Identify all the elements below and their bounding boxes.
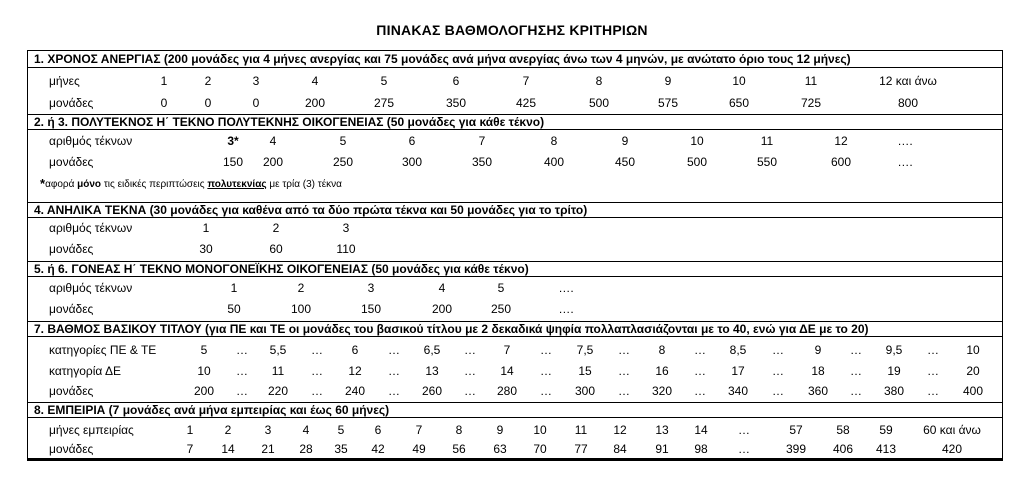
table-cell: 11 [804, 74, 818, 88]
table-cell: 3 [264, 423, 272, 437]
table-cell: … [850, 343, 862, 357]
table-cell: 150 [360, 302, 382, 316]
table-cell: 16 [655, 364, 669, 378]
table-cell: … [618, 364, 630, 378]
table-cell: 500 [686, 155, 708, 169]
table-cell: … [236, 343, 248, 357]
table-cell: 42 [371, 442, 385, 456]
table-cell: 150 [222, 155, 244, 169]
table-cell: …. [558, 281, 574, 295]
table-cell: … [311, 364, 323, 378]
table-cell: 3 [252, 74, 260, 88]
page-title: ΠΙΝΑΚΑΣ ΒΑΘΜΟΛΟΓΗΣΗΣ ΚΡΙΤΗΡΙΩΝ [376, 22, 648, 38]
table-cell: … [388, 343, 400, 357]
row-label: κατηγορίες ΠΕ & ΤΕ [49, 343, 157, 357]
table-cell: 9 [664, 74, 672, 88]
table-cell: 450 [614, 155, 636, 169]
table-cell: 260 [421, 384, 443, 398]
table-cell: 200 [193, 384, 215, 398]
table-cell: … [311, 384, 323, 398]
table-cell: 14 [500, 364, 514, 378]
table-cell: 406 [832, 442, 854, 456]
row-label: μονάδες [49, 155, 94, 169]
table-cell: 5,5 [269, 343, 287, 357]
table-cell: 200 [304, 96, 326, 110]
table-cell: … [850, 384, 862, 398]
table-cell: 1 [202, 221, 210, 235]
table-cell: 425 [515, 96, 537, 110]
table-cell: … [464, 384, 476, 398]
table-cell: 30 [199, 242, 213, 256]
table-cell: 1 [160, 74, 168, 88]
table-cell: 1 [186, 423, 194, 437]
table-cell: 2 [272, 221, 280, 235]
table-cell: 100 [290, 302, 312, 316]
table-cell: 18 [811, 364, 825, 378]
table-cell: 7 [503, 343, 511, 357]
table-cell: 275 [373, 96, 395, 110]
table-cell: … [694, 384, 706, 398]
table-cell: 60 και άνω [923, 423, 981, 437]
table-cell: 400 [543, 155, 565, 169]
section-2-heading: 2. ή 3. ΠΟΛΥΤΕΚΝΟΣ Η΄ ΤΕΚΝΟ ΠΟΛΥΤΕΚΝΗΣ ΟΙΚΟΓΕΝΕΙΑΣ (50 μονάδες για κάθε τέκνο) [28, 114, 1002, 130]
table-cell: 320 [651, 384, 673, 398]
table-cell: 200 [262, 155, 284, 169]
section-4-heading: 4. ΑΝΗΛΙΚΑ ΤΕΚΝΑ (30 μονάδες για καθένα από τα δύο πρώτα τέκνα και 50 μονάδες για το τρίτο) [28, 202, 1002, 218]
table-cell: 10 [197, 364, 211, 378]
table-cell: …. [558, 302, 574, 316]
table-cell: 57 [789, 423, 803, 437]
footnote: *αφορά μόνο τις ειδικές περιπτώσεις πολυτεκνίας με τρία (3) τέκνα [40, 176, 342, 191]
table-cell: 70 [533, 442, 547, 456]
table-cell: … [236, 364, 248, 378]
row-label: μονάδες [49, 96, 94, 110]
table-cell: 13 [655, 423, 669, 437]
table-cell: 11 [760, 134, 774, 148]
table-cell: 8,5 [729, 343, 747, 357]
table-cell: 550 [756, 155, 778, 169]
row-label: μονάδες [49, 302, 94, 316]
table-cell: 250 [332, 155, 354, 169]
table-cell: 350 [471, 155, 493, 169]
table-cell: 12 και άνω [879, 74, 937, 88]
table-cell: 19 [887, 364, 901, 378]
table-cell: 9 [814, 343, 822, 357]
table-cell: 10 [533, 423, 547, 437]
table-cell: … [540, 364, 552, 378]
table-cell: 84 [613, 442, 627, 456]
table-cell: 6 [351, 343, 359, 357]
table-cell: 380 [883, 384, 905, 398]
row-label: κατηγορία ΔΕ [49, 364, 121, 378]
table-cell: 15 [578, 364, 592, 378]
table-cell: 4 [269, 134, 277, 148]
table-cell: 240 [344, 384, 366, 398]
table-cell: 400 [962, 384, 984, 398]
table-cell: … [388, 364, 400, 378]
table-cell: 91 [655, 442, 669, 456]
table-cell: 4 [311, 74, 319, 88]
row-label: αριθμός τέκνων [49, 134, 133, 148]
table-cell: 1 [230, 281, 238, 295]
table-cell: 250 [490, 302, 512, 316]
table-cell: 9 [621, 134, 629, 148]
table-cell: 14 [694, 423, 708, 437]
table-cell: 725 [800, 96, 822, 110]
row-label: αριθμός τέκνων [49, 221, 133, 235]
section-1-heading: 1. ΧΡΟΝΟΣ ΑΝΕΡΓΙΑΣ (200 μονάδες για 4 μήνες ανεργίας και 75 μονάδες ανά μήνα ανεργίας άνω των 4 μηνών, με ανώτατο όριο τους 12 μήνες) [28, 52, 1002, 68]
table-cell: 2 [204, 74, 212, 88]
table-cell: 3* [227, 134, 239, 148]
table-cell: 0 [160, 96, 168, 110]
table-cell: 11 [271, 364, 285, 378]
table-cell: 5 [497, 281, 505, 295]
table-cell: … [236, 384, 248, 398]
table-cell: 7 [522, 74, 530, 88]
table-cell: 420 [941, 442, 963, 456]
table-cell: 5 [380, 74, 388, 88]
table-cell: 4 [438, 281, 446, 295]
table-cell: 575 [657, 96, 679, 110]
table-cell: …. [897, 134, 913, 148]
table-cell: … [618, 343, 630, 357]
table-cell: 98 [694, 442, 708, 456]
table-cell: 7 [478, 134, 486, 148]
table-cell: 8 [658, 343, 666, 357]
table-cell: 13 [425, 364, 439, 378]
table-cell: … [540, 384, 552, 398]
table-cell: 5 [337, 423, 345, 437]
table-cell: 360 [807, 384, 829, 398]
table-cell: 340 [727, 384, 749, 398]
table-cell: 7,5 [576, 343, 594, 357]
table-cell: … [694, 364, 706, 378]
table-cell: 20 [966, 364, 980, 378]
table-cell: 12 [834, 134, 848, 148]
row-label: μονάδες [49, 442, 94, 456]
table-cell: 35 [334, 442, 348, 456]
table-cell: 2 [297, 281, 305, 295]
table-cell: 413 [875, 442, 897, 456]
table-cell: … [464, 343, 476, 357]
table-cell: 399 [785, 442, 807, 456]
table-cell: … [540, 343, 552, 357]
table-cell: 6 [408, 134, 416, 148]
row-label: μήνες εμπειρίας [49, 423, 134, 437]
table-cell: … [772, 343, 784, 357]
table-cell: 300 [401, 155, 423, 169]
table-cell: 220 [267, 384, 289, 398]
table-cell: …. [897, 155, 913, 169]
table-cell: 60 [269, 242, 283, 256]
table-cell: … [388, 384, 400, 398]
table-cell: 12 [613, 423, 627, 437]
table-cell: 9,5 [885, 343, 903, 357]
table-cell: … [738, 442, 750, 456]
table-cell: 5 [339, 134, 347, 148]
table-cell: … [927, 343, 939, 357]
section-8-heading: 8. ΕΜΠΕΙΡΙΑ (7 μονάδες ανά μήνα εμπειρίας και έως 60 μήνες) [28, 402, 1002, 418]
table-cell: 110 [336, 242, 356, 256]
table-cell: 2 [224, 423, 232, 437]
table-cell: 350 [445, 96, 467, 110]
section-5-heading: 5. ή 6. ΓΟΝΕΑΣ Η΄ ΤΕΚΝΟ ΜΟΝΟΓΟΝΕΪΚΗΣ ΟΙΚΟΓΕΝΕΙΑΣ (50 μονάδες για κάθε τέκνο) [28, 261, 1002, 277]
table-cell: 59 [879, 423, 893, 437]
table-cell: 280 [496, 384, 518, 398]
table-cell: … [772, 384, 784, 398]
table-cell: … [850, 364, 862, 378]
table-cell: 28 [299, 442, 313, 456]
table-cell: 8 [550, 134, 558, 148]
table-cell: 600 [830, 155, 852, 169]
table-cell: … [694, 343, 706, 357]
table-cell: 6,5 [423, 343, 441, 357]
row-label: μονάδες [49, 384, 94, 398]
table-cell: 300 [574, 384, 596, 398]
table-cell: 9 [496, 423, 504, 437]
table-cell: 6 [374, 423, 382, 437]
table-cell: 63 [493, 442, 507, 456]
row-label: μονάδες [49, 242, 94, 256]
table-cell: 200 [431, 302, 453, 316]
bottom-rule [27, 458, 1003, 461]
table-cell: 0 [204, 96, 212, 110]
table-cell: 3 [367, 281, 375, 295]
table-cell: 8 [595, 74, 603, 88]
table-cell: 21 [261, 442, 275, 456]
table-cell: … [738, 423, 750, 437]
table-cell: 10 [732, 74, 746, 88]
table-cell: 8 [455, 423, 463, 437]
table-cell: … [927, 364, 939, 378]
table-cell: 49 [412, 442, 426, 456]
table-cell: 17 [731, 364, 745, 378]
table-cell: 56 [452, 442, 466, 456]
row-label: αριθμός τέκνων [49, 281, 133, 295]
table-cell: 7 [415, 423, 423, 437]
table-cell: 500 [588, 96, 610, 110]
table-cell: 77 [574, 442, 588, 456]
table-cell: 3 [342, 221, 350, 235]
table-cell: 10 [690, 134, 704, 148]
row-label: μήνες [49, 74, 80, 88]
table-cell: 6 [452, 74, 460, 88]
table-cell: 11 [574, 423, 588, 437]
table-cell: 50 [227, 302, 241, 316]
table-cell: 5 [200, 343, 208, 357]
table-cell: … [927, 384, 939, 398]
table-cell: … [772, 364, 784, 378]
table-cell: 12 [348, 364, 362, 378]
table-cell: 7 [186, 442, 194, 456]
table-cell: 10 [966, 343, 980, 357]
section-7-heading: 7. ΒΑΘΜΟΣ ΒΑΣΙΚΟΥ ΤΙΤΛΟΥ (για ΠΕ και ΤΕ οι μονάδες του βασικού τίτλου με 2 δεκαδικά ψηφία πολλαπλασιάζονται με το 40, ενώ για ΔΕ με το 20) [28, 321, 1002, 337]
table-cell: 800 [897, 96, 919, 110]
criteria-table [27, 50, 1003, 460]
table-cell: … [464, 364, 476, 378]
table-cell: 58 [836, 423, 850, 437]
table-cell: 650 [728, 96, 750, 110]
table-cell: … [311, 343, 323, 357]
table-cell: 14 [221, 442, 235, 456]
table-cell: … [618, 384, 630, 398]
table-cell: 4 [302, 423, 310, 437]
table-cell: 0 [252, 96, 260, 110]
